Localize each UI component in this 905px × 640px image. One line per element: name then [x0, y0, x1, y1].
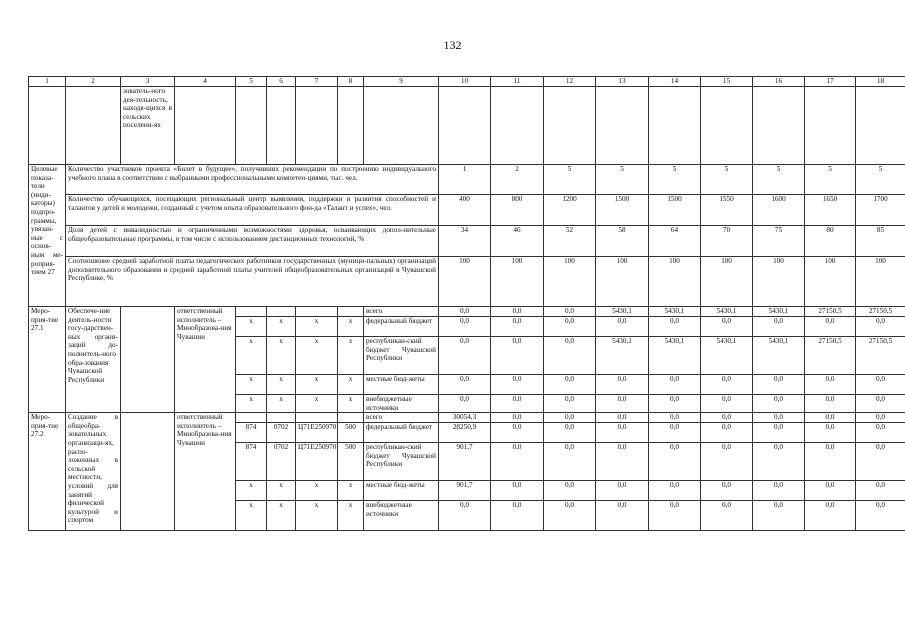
funding-value: 0,0	[856, 443, 905, 481]
funding-value: 0,0	[805, 395, 856, 413]
funding-value: 0,0	[753, 317, 805, 337]
funding-value: 0,0	[491, 501, 544, 531]
funding-value: 0,0	[701, 375, 753, 395]
funding-value: 0,0	[753, 443, 805, 481]
funding-value: 0,0	[544, 395, 596, 413]
funding-value: 0,0	[596, 443, 649, 481]
event-label: Меро-прия-тие 27.1	[29, 307, 66, 413]
budget-code-c8: x	[338, 375, 364, 395]
target-value: 100	[491, 257, 544, 307]
target-value: 5	[753, 165, 805, 195]
budget-code-c7	[296, 413, 338, 423]
funding-value: 0,0	[701, 317, 753, 337]
target-row	[29, 165, 905, 195]
funding-value: 0,0	[856, 395, 905, 413]
target-value: 1700	[856, 195, 905, 226]
table-body	[29, 77, 905, 531]
funding-value: 0,0	[701, 443, 753, 481]
budget-code-c6: x	[267, 395, 296, 413]
column-number: 3	[121, 77, 175, 87]
column-number: 7	[296, 77, 338, 87]
continuation-text: зователь-ного дея-тельность, находя-щихся в сельских поселени-ях	[121, 87, 175, 165]
funding-value: 0,0	[649, 481, 701, 501]
funding-value: 0,0	[753, 501, 805, 531]
budget-code-c7	[296, 307, 338, 317]
funding-value: 0,0	[596, 481, 649, 501]
budget-code-c7: x	[296, 395, 338, 413]
target-value: 100	[753, 257, 805, 307]
funding-value: 0,0	[544, 307, 596, 317]
budget-code-c8: x	[338, 481, 364, 501]
funding-value: 0,0	[649, 413, 701, 423]
event-name: Обеспече-ние деятель-ности госу-дарствен-ных органи-заций до-полнитель-ного обра-зования Чувашской Республики	[66, 307, 121, 413]
funding-source: внебюджетные источники	[364, 395, 439, 413]
funding-value: 0,0	[544, 501, 596, 531]
column-number: 4	[175, 77, 236, 87]
funding-value: 0,0	[544, 317, 596, 337]
budget-code-c6: x	[267, 501, 296, 531]
budget-code-c5: 874	[236, 443, 267, 481]
page-number: 132	[443, 38, 462, 52]
funding-value: 0,0	[805, 501, 856, 531]
funding-source: местные бюд-жеты	[364, 375, 439, 395]
funding-value: 0,0	[596, 375, 649, 395]
target-value: 85	[856, 226, 905, 257]
column-number: 1	[29, 77, 66, 87]
funding-value: 0,0	[439, 307, 491, 317]
funding-value: 0,0	[805, 481, 856, 501]
funding-value: 0,0	[439, 395, 491, 413]
continuation-row	[29, 87, 905, 165]
column-number: 16	[753, 77, 805, 87]
budget-code-c6: 0702	[267, 423, 296, 443]
funding-value: 0,0	[439, 375, 491, 395]
budget-code-c8: 500	[338, 423, 364, 443]
budget-code-c7: x	[296, 501, 338, 531]
target-text: Количество участников проекта «Билет в будущее», получивших рекомендации по построению индивидуального учебного плана в соответствии с выбранными профессиональными компетен-циями, тыс. чел.	[66, 165, 439, 195]
funding-value: 5430,1	[649, 307, 701, 317]
budget-code-c5: x	[236, 337, 267, 375]
budget-code-c6	[267, 307, 296, 317]
funding-value: 0,0	[544, 375, 596, 395]
budget-code-c5: x	[236, 481, 267, 501]
budget-code-c6: x	[267, 481, 296, 501]
funding-value: 0,0	[753, 423, 805, 443]
funding-source: всего	[364, 307, 439, 317]
column-number: 2	[66, 77, 121, 87]
funding-value: 28250,9	[439, 423, 491, 443]
budget-code-c5: x	[236, 317, 267, 337]
cell	[29, 87, 66, 165]
target-value: 5	[856, 165, 905, 195]
target-value: 5	[805, 165, 856, 195]
funding-value: 0,0	[753, 413, 805, 423]
funding-value: 0,0	[649, 395, 701, 413]
target-value: 64	[649, 226, 701, 257]
target-row	[29, 226, 905, 257]
funding-value: 0,0	[856, 413, 905, 423]
target-value: 5	[544, 165, 596, 195]
column-number: 18	[856, 77, 905, 87]
funding-value: 5430,1	[701, 337, 753, 375]
funding-value: 5430,1	[753, 337, 805, 375]
funding-source: республикан-ский бюджет Чувашской Республики	[364, 337, 439, 375]
budget-code-c6	[267, 413, 296, 423]
budget-code-c6: 0702	[267, 443, 296, 481]
target-value: 5	[649, 165, 701, 195]
header-row	[29, 77, 905, 87]
budget-code-c7: Ц71Е250970	[296, 423, 338, 443]
funding-value: 0,0	[805, 317, 856, 337]
funding-value: 0,0	[544, 423, 596, 443]
target-value: 100	[439, 257, 491, 307]
budget-code-c5: x	[236, 395, 267, 413]
funding-value: 0,0	[753, 375, 805, 395]
targets-label: Целевые показа-тели (инди-каторы) подпро-граммы, увязан-ные с основ-ным ме-роприя-тием 27	[29, 165, 66, 307]
target-value: 5	[596, 165, 649, 195]
budget-code-c5	[236, 307, 267, 317]
target-value: 80	[805, 226, 856, 257]
budget-code-c7: x	[296, 317, 338, 337]
column-number: 17	[805, 77, 856, 87]
funding-value: 0,0	[491, 423, 544, 443]
target-value: 52	[544, 226, 596, 257]
target-value: 1500	[649, 195, 701, 226]
funding-value: 0,0	[596, 317, 649, 337]
funding-value: 0,0	[856, 481, 905, 501]
funding-value: 0,0	[596, 395, 649, 413]
cell	[66, 87, 121, 165]
column-number: 12	[544, 77, 596, 87]
funding-value: 0,0	[439, 337, 491, 375]
target-value: 100	[856, 257, 905, 307]
empty-cell	[121, 307, 175, 413]
funding-value: 0,0	[491, 307, 544, 317]
budget-code-c5: 874	[236, 423, 267, 443]
funding-value: 0,0	[439, 501, 491, 531]
budget-table	[28, 76, 905, 531]
funding-value: 0,0	[805, 423, 856, 443]
budget-code-c8	[338, 307, 364, 317]
funding-source: федеральный бюджет	[364, 317, 439, 337]
column-number: 14	[649, 77, 701, 87]
target-row	[29, 195, 905, 226]
target-text: Количество обучающихся, посещающих региональный центр выявления, поддержки и развития способностей и талантов у детей и молодежи, созданный с учетом опыта образовательного фон-да «Талант и успех», чел.	[66, 195, 439, 226]
target-value: 34	[439, 226, 491, 257]
funding-value: 0,0	[701, 481, 753, 501]
budget-code-c8	[338, 413, 364, 423]
column-number: 8	[338, 77, 364, 87]
column-number: 5	[236, 77, 267, 87]
budget-code-c6: x	[267, 317, 296, 337]
funding-value: 0,0	[491, 375, 544, 395]
budget-code-c7: x	[296, 337, 338, 375]
budget-code-c7: x	[296, 375, 338, 395]
budget-code-c6: x	[267, 375, 296, 395]
funding-value: 0,0	[753, 395, 805, 413]
funding-value: 0,0	[649, 443, 701, 481]
funding-value: 5430,1	[753, 307, 805, 317]
column-number: 13	[596, 77, 649, 87]
empty-cell	[121, 413, 175, 531]
funding-value: 27150,5	[856, 307, 905, 317]
target-value: 1550	[701, 195, 753, 226]
funding-value: 0,0	[491, 413, 544, 423]
funding-value: 0,0	[701, 395, 753, 413]
funding-value: 0,0	[701, 423, 753, 443]
funding-value: 0,0	[805, 375, 856, 395]
funding-value: 901,7	[439, 443, 491, 481]
column-number: 9	[364, 77, 439, 87]
funding-value: 0,0	[491, 395, 544, 413]
funding-value: 5430,1	[649, 337, 701, 375]
target-value: 100	[649, 257, 701, 307]
column-number: 10	[439, 77, 491, 87]
target-value: 800	[491, 195, 544, 226]
funding-value: 5430,1	[596, 337, 649, 375]
target-text: Соотношение средней заработной платы педагогических работников государственных (муници-пальных) организаций дополнительного образования и средней заработной платы учителей общеобразовательных организаций в Чувашской Республике, %	[66, 257, 439, 307]
budget-code-c8: x	[338, 501, 364, 531]
funding-value: 0,0	[544, 413, 596, 423]
funding-value: 0,0	[491, 481, 544, 501]
target-value: 1600	[753, 195, 805, 226]
funding-value: 0,0	[701, 413, 753, 423]
event-name: Создание в общеобра-зовательных организаци-ях, распо-ложенных в сельской местности, условий для занятий физической культурой и спортом	[66, 413, 121, 531]
funding-value: 5430,1	[596, 307, 649, 317]
target-value: 58	[596, 226, 649, 257]
target-text: Доля детей с инвалидностью и ограниченными возможностями здоровья, осваивающих допол-нительные общеобразовательные программы, в том числе с использованием дистанционных технологий, %	[66, 226, 439, 257]
funding-value: 0,0	[856, 317, 905, 337]
funding-value: 0,0	[596, 423, 649, 443]
target-value: 400	[439, 195, 491, 226]
target-value: 1500	[596, 195, 649, 226]
budget-code-c8: x	[338, 337, 364, 375]
funding-value: 0,0	[491, 443, 544, 481]
target-value: 46	[491, 226, 544, 257]
funding-value: 0,0	[805, 443, 856, 481]
funding-value: 0,0	[439, 317, 491, 337]
funding-value: 0,0	[856, 501, 905, 531]
funding-source: внебюджетные источники	[364, 501, 439, 531]
funding-value: 5430,1	[701, 307, 753, 317]
target-value: 100	[805, 257, 856, 307]
funding-source: федеральный бюджет	[364, 423, 439, 443]
event-executor: ответственный исполнитель – Минобразова-ния Чувашии	[175, 413, 236, 531]
budget-code-c5: x	[236, 501, 267, 531]
funding-value: 0,0	[856, 423, 905, 443]
target-value: 70	[701, 226, 753, 257]
funding-value: 0,0	[544, 443, 596, 481]
budget-code-c8: 500	[338, 443, 364, 481]
target-value: 1650	[805, 195, 856, 226]
funding-value: 0,0	[649, 317, 701, 337]
column-number: 11	[491, 77, 544, 87]
funding-source: всего	[364, 413, 439, 423]
funding-value: 901,7	[439, 481, 491, 501]
budget-code-c7: x	[296, 481, 338, 501]
budget-code-c6: x	[267, 337, 296, 375]
event-row	[29, 307, 905, 317]
funding-source: республикан-ский бюджет Чувашской Республики	[364, 443, 439, 481]
funding-source: местные бюд-жеты	[364, 481, 439, 501]
funding-value: 0,0	[649, 375, 701, 395]
funding-value: 0,0	[753, 481, 805, 501]
target-row	[29, 257, 905, 307]
target-value: 75	[753, 226, 805, 257]
funding-value: 0,0	[701, 501, 753, 531]
funding-value: 0,0	[544, 481, 596, 501]
funding-value: 0,0	[856, 375, 905, 395]
funding-value: 27150,5	[805, 337, 856, 375]
funding-value: 0,0	[649, 423, 701, 443]
target-value: 100	[596, 257, 649, 307]
funding-value: 0,0	[649, 501, 701, 531]
column-number: 6	[267, 77, 296, 87]
budget-code-c5	[236, 413, 267, 423]
funding-value: 0,0	[596, 501, 649, 531]
event-label: Меро-прия-тие 27.2	[29, 413, 66, 531]
funding-value: 0,0	[491, 337, 544, 375]
target-value: 100	[701, 257, 753, 307]
event-executor: ответственный исполнитель – Минобразова-ния Чувашии	[175, 307, 236, 413]
target-value: 1200	[544, 195, 596, 226]
column-number: 15	[701, 77, 753, 87]
budget-code-c8: x	[338, 317, 364, 337]
target-value: 2	[491, 165, 544, 195]
target-value: 1	[439, 165, 491, 195]
funding-value: 0,0	[544, 337, 596, 375]
funding-value: 30054,3	[439, 413, 491, 423]
funding-value: 0,0	[596, 413, 649, 423]
budget-code-c5: x	[236, 375, 267, 395]
funding-value: 27150,5	[805, 307, 856, 317]
budget-code-c8: x	[338, 395, 364, 413]
event-row	[29, 413, 905, 423]
target-value: 100	[544, 257, 596, 307]
funding-value: 27150,5	[856, 337, 905, 375]
funding-value: 0,0	[491, 317, 544, 337]
budget-code-c7: Ц71Е250970	[296, 443, 338, 481]
target-value: 5	[701, 165, 753, 195]
funding-value: 0,0	[805, 413, 856, 423]
